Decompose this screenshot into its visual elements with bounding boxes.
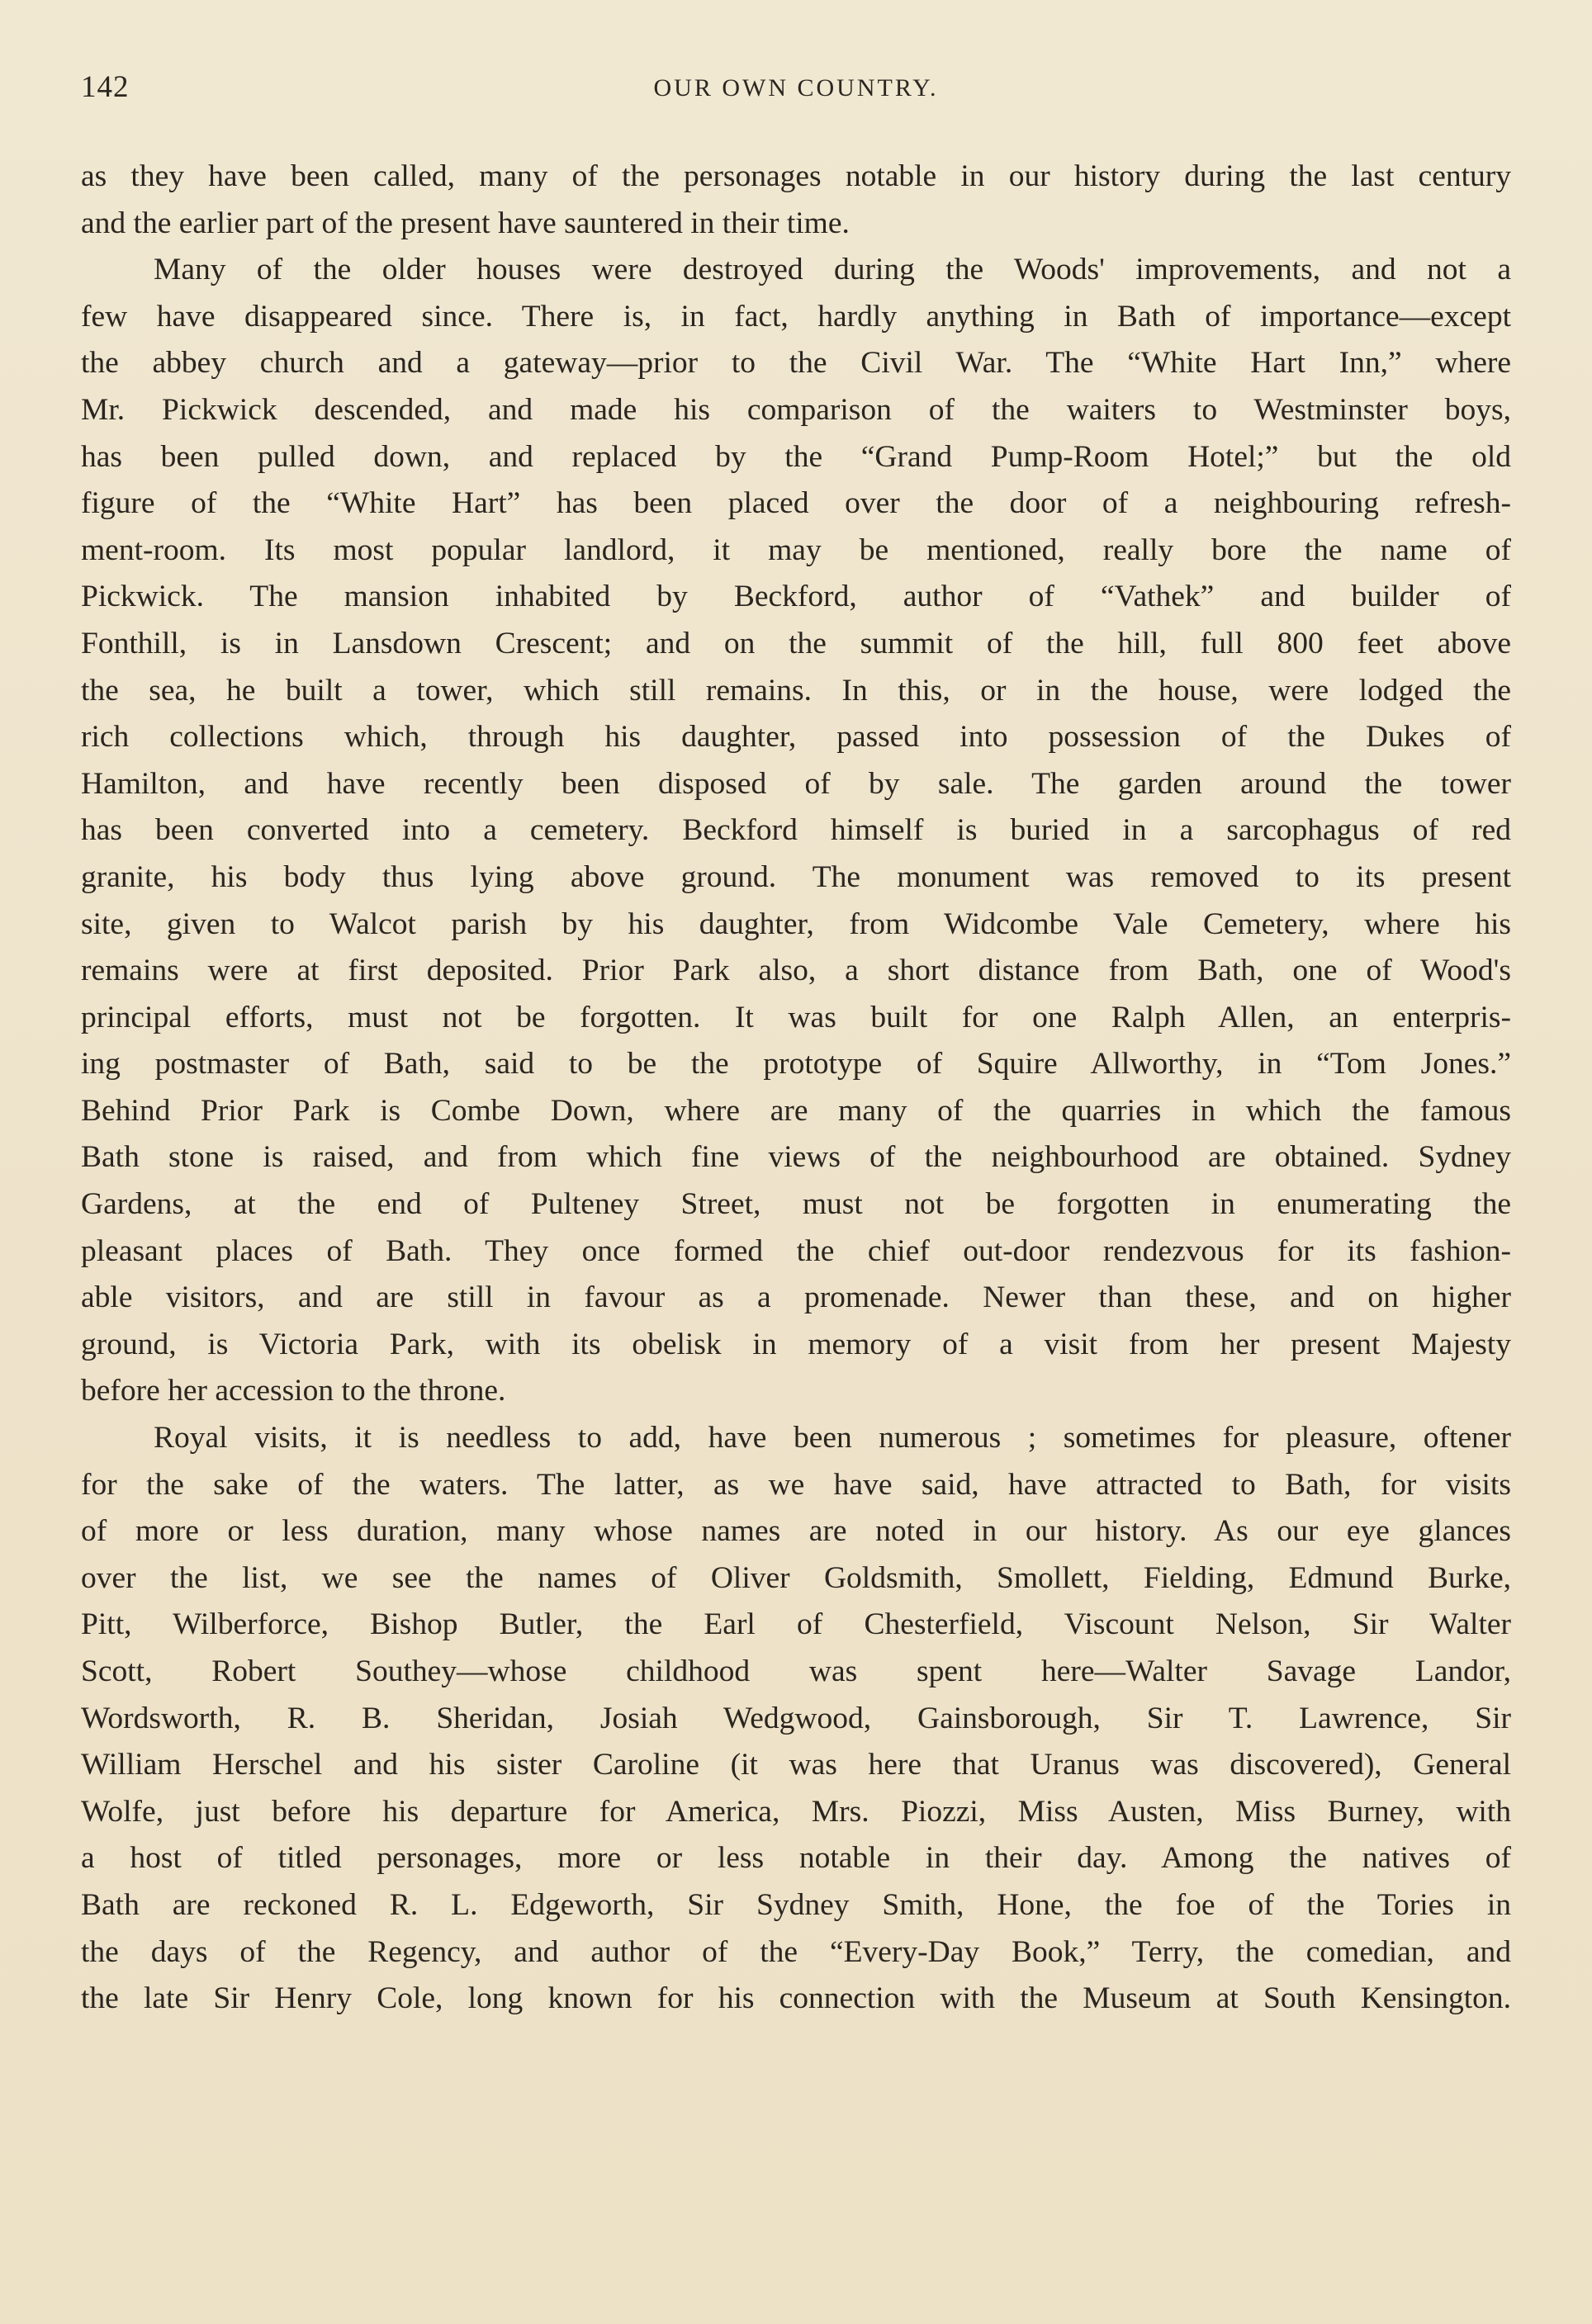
text-line: a host of titled personages, more or less notable in their day. Among the natives of xyxy=(81,1841,1511,1876)
text-line: William Herschel and his sister Caroline (it was here that Uranus was discovered), General xyxy=(81,1748,1511,1782)
text-line: as they have been called, many of the personages notable in our history during the last century xyxy=(81,159,1511,193)
text-line: few have disappeared since. There is, in fact, hardly anything in Bath of importance—except xyxy=(81,299,1511,334)
text-line: the sea, he built a tower, which still remains. In this, or in the house, were lodged the xyxy=(81,673,1511,708)
text-line: granite, his body thus lying above ground. The monument was removed to its present xyxy=(81,859,1511,894)
text-line: site, given to Walcot parish by his daughter, from Widcombe Vale Cemetery, where his xyxy=(81,906,1511,941)
paragraph-3 xyxy=(81,1415,1511,2023)
text-line: Fonthill, is in Lansdown Crescent; and on the summit of the hill, full 800 feet above xyxy=(81,626,1511,660)
text-line: able visitors, and are still in favour as a promenade. Newer than these, and on higher xyxy=(81,1280,1511,1315)
text-line: ing postmaster of Bath, said to be the prototype of Squire Allworthy, in “Tom Jones.” xyxy=(81,1047,1511,1082)
text-line: Pickwick. The mansion inhabited by Beckford, author of “Vathek” and builder of xyxy=(81,580,1511,614)
text-line: the abbey church and a gateway—prior to the Civil War. The “White Hart Inn,” where xyxy=(81,346,1511,381)
text-line: Mr. Pickwick descended, and made his comparison of the waiters to Westminster boys, xyxy=(81,392,1511,427)
text-line: Bath stone is raised, and from which fine views of the neighbourhood are obtained. Sydney xyxy=(81,1140,1511,1175)
text-line: Gardens, at the end of Pulteney Street, must not be forgotten in enumerating the xyxy=(81,1187,1511,1222)
text-line: Behind Prior Park is Combe Down, where are many of the quarries in which the famous xyxy=(81,1093,1511,1128)
text-line: rich collections which, through his daughter, passed into possession of the Dukes of xyxy=(81,720,1511,755)
text-line: remains were at first deposited. Prior Park also, a short distance from Bath, one of Wood's xyxy=(81,954,1511,988)
text-line: has been pulled down, and replaced by the “Grand Pump-Room Hotel;” but the old xyxy=(81,439,1511,474)
text-line: Royal visits, it is needless to add, have been numerous ; sometimes for pleasure, oftener xyxy=(154,1421,1511,1455)
paragraph-2 xyxy=(81,247,1511,1415)
text-line: the late Sir Henry Cole, long known for his connection with the Museum at South Kensington. xyxy=(81,1981,1511,2016)
paragraph-1 xyxy=(81,154,1511,247)
text-line: Many of the older houses were destroyed during the Woods' improvements, and not a xyxy=(154,253,1511,287)
text-line: ground, is Victoria Park, with its obelisk in memory of a visit from her present Majesty xyxy=(81,1327,1511,1361)
text-line: Bath are reckoned R. L. Edgeworth, Sir Sydney Smith, Hone, the foe of the Tories in xyxy=(81,1887,1511,1922)
text-line: principal efforts, must not be forgotten. It was built for one Ralph Allen, an enterpris- xyxy=(81,1000,1511,1034)
text-line: ment-room. Its most popular landlord, it may be mentioned, really bore the name of xyxy=(81,532,1511,567)
text-line: figure of the “White Hart” has been placed over the door of a neighbouring refresh- xyxy=(81,486,1511,521)
text-line: Hamilton, and have recently been disposed of by sale. The garden around the tower xyxy=(81,766,1511,801)
text-line: Scott, Robert Southey—whose childhood was spent here—Walter Savage Landor, xyxy=(81,1654,1511,1688)
text-line: pleasant places of Bath. They once formed the chief out-door rendezvous for its fashion- xyxy=(81,1233,1511,1268)
text-line: for the sake of the waters. The latter, as we have said, have attracted to Bath, for visits xyxy=(81,1467,1511,1502)
running-title: OUR OWN COUNTRY. xyxy=(653,74,939,102)
text-line: of more or less duration, many whose names are noted in our history. As our eye glances xyxy=(81,1514,1511,1549)
page-number: 142 xyxy=(81,70,130,104)
text-line: Wordsworth, R. B. Sheridan, Josiah Wedgwood, Gainsborough, Sir T. Lawrence, Sir xyxy=(81,1701,1511,1735)
text-line: Wolfe, just before his departure for America, Mrs. Piozzi, Miss Austen, Miss Burney, with xyxy=(81,1794,1511,1829)
text-line: and the earlier part of the present have sauntered in their time. xyxy=(81,206,850,240)
text-line: has been converted into a cemetery. Beckford himself is buried in a sarcophagus of red xyxy=(81,813,1511,848)
body-text xyxy=(81,154,1511,2023)
text-line: over the list, we see the names of Oliver Goldsmith, Smollett, Fielding, Edmund Burke, xyxy=(81,1560,1511,1595)
text-line: Pitt, Wilberforce, Bishop Butler, the Earl of Chesterfield, Viscount Nelson, Sir Walter xyxy=(81,1607,1511,1642)
text-line: before her accession to the throne. xyxy=(81,1374,506,1408)
text-line: the days of the Regency, and author of the “Every-Day Book,” Terry, the comedian, and xyxy=(81,1934,1511,1969)
